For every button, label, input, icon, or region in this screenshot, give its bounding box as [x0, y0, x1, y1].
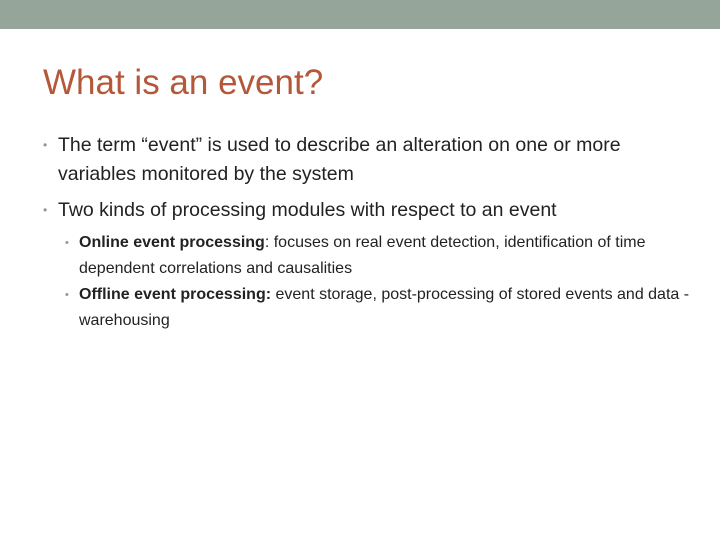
bullet-item [43, 196, 693, 225]
sub-bullet-term: Online event processing [79, 234, 265, 251]
slide-title: What is an event? [43, 63, 324, 102]
bullet-item [43, 131, 693, 189]
bullet-text: Two kinds of processing modules with respect to an event [58, 199, 557, 221]
bullet-icon: • [43, 138, 48, 152]
sub-bullet-item [65, 230, 693, 282]
sub-bullet-list [43, 230, 693, 334]
bullet-icon: • [43, 203, 48, 217]
sub-bullet-text: event storage, post-processing of stored events and data -warehousing [79, 286, 690, 329]
top-band [0, 0, 720, 29]
sub-bullet-item [65, 282, 693, 334]
sub-bullet-text: : focuses on real event detection, identification of time dependent correlations and causalities [79, 234, 646, 277]
sub-bullet-icon: • [65, 237, 69, 249]
bullet-text: The term “event” is used to describe an alteration on one or more variables monitored by the system [58, 134, 621, 185]
sub-bullet-icon: • [65, 289, 69, 301]
sub-bullet-term: Offline event processing: [79, 286, 272, 303]
slide-content [43, 131, 693, 334]
